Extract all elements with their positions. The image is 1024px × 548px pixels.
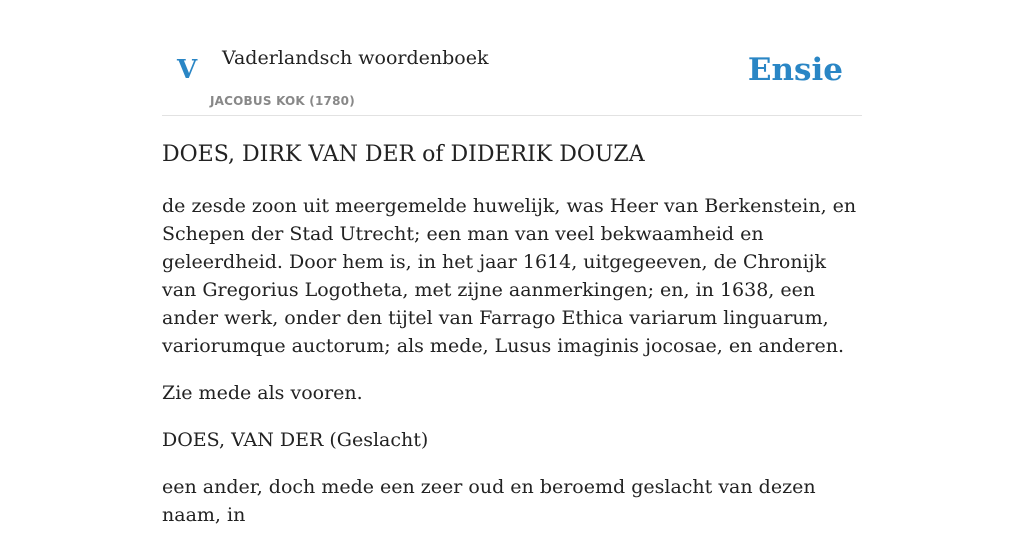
entry-paragraph: de zesde zoon uit meergemelde huwelijk, was Heer van Berkenstein, en Schepen der Stad Utrecht; een man van veel bekwaamheid en geleerdheid. Door hem is, in het jaar 1614, uitgegeeven, de Chronijk van Gregorius Logotheta, met zijne aanmerkingen; en, in 1638, een ander werk, onder den tijtel van Farrago Ethica variarum linguarum, variorumque auctorum; als mede, Lusus imaginis jocosae, en anderen. xyxy=(162,195,857,357)
book-letter-icon[interactable]: V xyxy=(177,55,198,85)
header xyxy=(162,0,862,116)
ensie-logo-link[interactable]: Ensie xyxy=(747,52,843,88)
entry-title: DOES, DIRK VAN DER of DIDERIK DOUZA xyxy=(162,142,645,167)
page xyxy=(162,0,862,526)
entry-paragraph: DOES, VAN DER (Geslacht) xyxy=(162,429,429,451)
book-title-link[interactable]: Vaderlandsch woordenboek xyxy=(222,47,489,69)
entry-body xyxy=(162,192,862,548)
entry-paragraph: een ander, doch mede een zeer oud en beroemd geslacht van dezen naam, in xyxy=(162,476,816,526)
book-author: JACOBUS KOK (1780) xyxy=(210,94,355,108)
entry-paragraph: Zie mede als vooren. xyxy=(162,382,363,404)
